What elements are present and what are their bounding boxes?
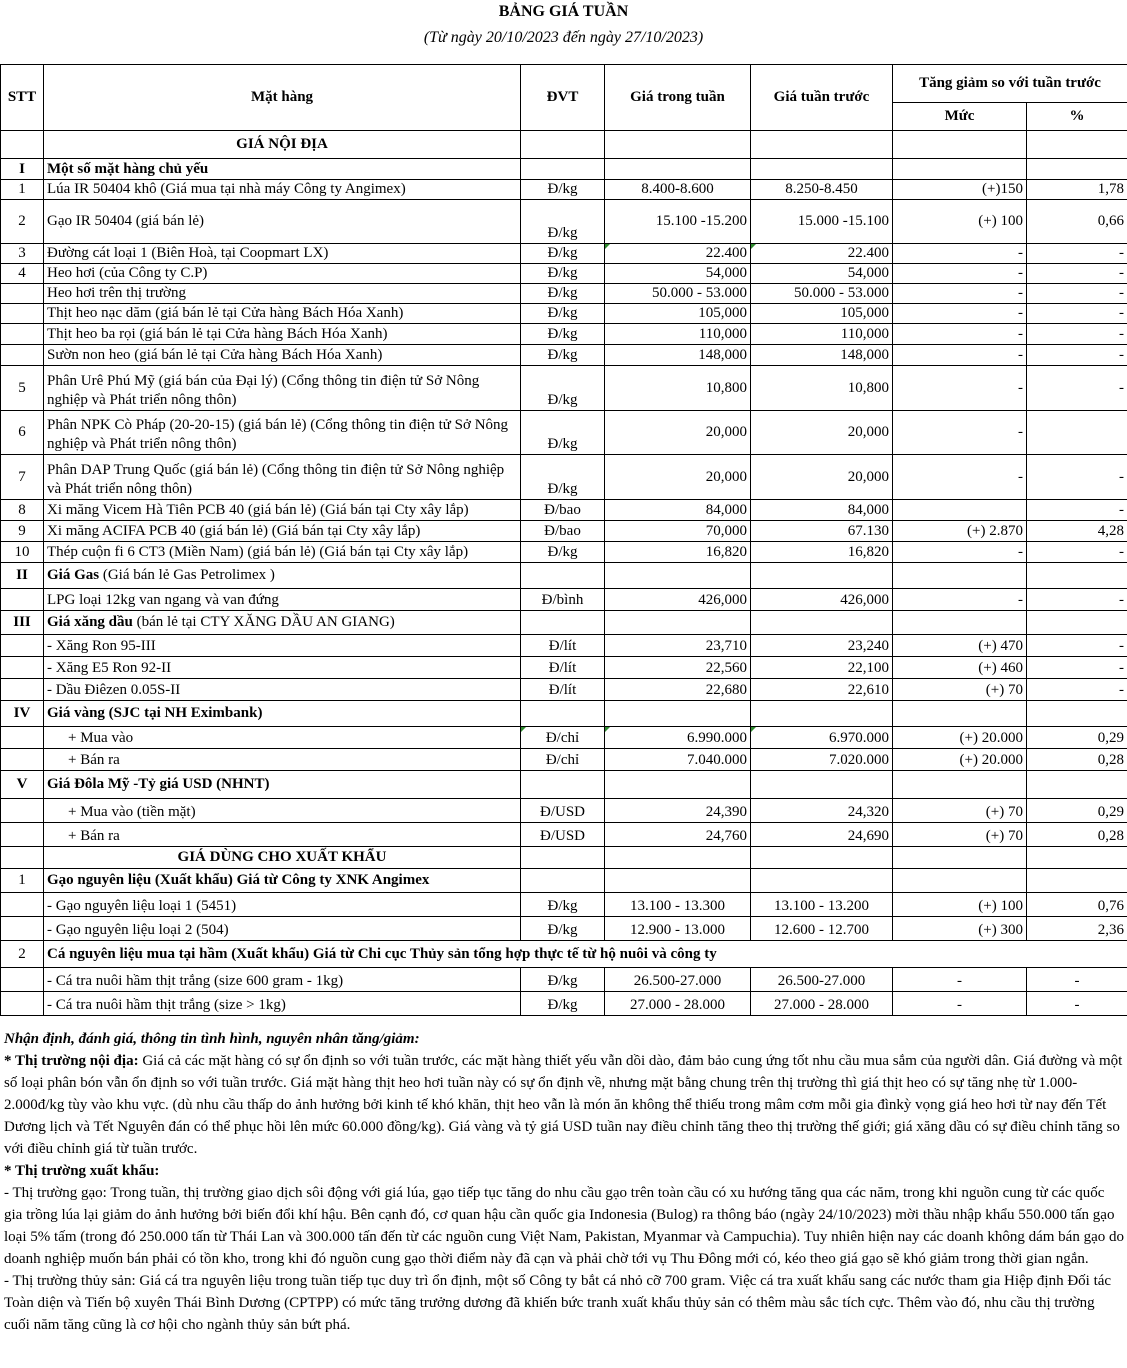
table-cell: - <box>1027 968 1127 992</box>
section-label: Gạo nguyên liệu (Xuất khẩu) Giá từ Công ty XNK Angimex <box>44 869 521 893</box>
table-cell: - <box>893 992 1027 1016</box>
table-cell: III <box>1 611 44 635</box>
notes-heading: Nhận định, đánh giá, thông tin tình hình, nguyên nhân tăng/giảm: <box>4 1031 420 1047</box>
table-cell: 0,29 <box>1027 727 1127 749</box>
col-unit: ĐVT <box>521 65 605 131</box>
table-cell: (+) 70 <box>893 799 1027 823</box>
table-cell: - <box>893 264 1027 284</box>
table-cell: 20,000 <box>605 455 751 500</box>
table-cell: (+) 470 <box>893 635 1027 657</box>
table-cell: 24,390 <box>605 799 751 823</box>
table-cell: 2,36 <box>1027 917 1127 941</box>
table-cell <box>1 917 44 941</box>
table-cell: Đ/kg <box>521 893 605 917</box>
col-item: Mặt hàng <box>44 65 521 131</box>
table-cell: 6.990.000 <box>605 727 751 749</box>
table-cell: 27.000 - 28.000 <box>605 992 751 1016</box>
table-cell <box>751 701 893 727</box>
table-cell: - <box>1027 324 1127 345</box>
table-cell <box>893 771 1027 799</box>
table-row <box>1 542 1127 563</box>
section-row <box>1 771 1127 799</box>
table-cell: Đ/kg <box>521 324 605 345</box>
table-cell: 26.500-27.000 <box>605 968 751 992</box>
table-cell <box>605 847 751 869</box>
table-cell: 6 <box>1 411 44 455</box>
table-cell: 1 <box>1 180 44 200</box>
table-cell <box>751 847 893 869</box>
table-cell: 0,28 <box>1027 823 1127 847</box>
table-cell: 20,000 <box>751 411 893 455</box>
table-cell: - <box>1027 500 1127 521</box>
table-cell <box>521 611 605 635</box>
section-row <box>1 159 1127 180</box>
table-cell: 13.100 - 13.200 <box>751 893 893 917</box>
table-cell: 12.600 - 12.700 <box>751 917 893 941</box>
table-cell <box>893 563 1027 589</box>
table-cell <box>1 727 44 749</box>
table-cell: 70,000 <box>605 521 751 542</box>
table-cell: 15.000 -15.100 <box>751 200 893 244</box>
table-cell <box>1027 869 1127 893</box>
table-cell <box>521 563 605 589</box>
table-cell: - Cá tra nuôi hầm thịt trắng (size > 1kg) <box>44 992 521 1016</box>
table-row <box>1 500 1127 521</box>
table-cell: 1,78 <box>1027 180 1127 200</box>
table-cell <box>1027 611 1127 635</box>
table-cell <box>605 131 751 159</box>
table-cell: (+) 70 <box>893 823 1027 847</box>
table-cell: 0,28 <box>1027 749 1127 771</box>
domestic-market-note: * Thị trường nội địa: Giá cả các mặt hàng có sự ổn định so với tuần trước, các mặt hàng thiết yếu vẫn dồi dào, đảm bảo cung ứng tốt nhu cầu mua sắm của người dân. Giá đường và một số loại phân bón vẫn ổn định so với tuần trước. Giá mặt hàng thịt heo hơi tuần này có sự ổn định về, nhưng mặt bằng chung trên thị trường thì giá thịt heo có sự tăng nhẹ từ 1.000-2.000đ/kg tùy vào khu vực. (dù nhu cầu thấp do ảnh hưởng bởi kinh tế khó khăn, thịt heo vẫn là món ăn không thể thiếu trong mâm cơm mỗi gia đìnkỳ vọng giá heo hơi từ nay đến Tết Dương lịch và Tết Nguyên đán có thể phục hồi lên mức 60.000 đồng/kg). Giá vàng và tỷ giá USD tuần nay điều chỉnh tăng theo thị trường thế giới; giá xăng dầu có sự điều chỉnh tăng so với điều chỉnh giá từ tuần trước. <box>4 1053 1123 1157</box>
table-cell: Thép cuộn fi 6 CT3 (Miền Nam) (giá bán lẻ) (Giá bán tại Cty xây lắp) <box>44 542 521 563</box>
table-cell <box>1 992 44 1016</box>
table-row <box>1 411 1127 455</box>
table-cell <box>1027 159 1127 180</box>
table-cell <box>751 869 893 893</box>
table-cell: - Gạo nguyên liệu loại 1 (5451) <box>44 893 521 917</box>
table-cell: Đ/bình <box>521 589 605 611</box>
table-cell: Đ/kg <box>521 284 605 304</box>
table-cell: 26.500-27.000 <box>751 968 893 992</box>
table-cell <box>751 563 893 589</box>
table-cell: 5 <box>1 366 44 411</box>
table-cell <box>1 131 44 159</box>
table-cell <box>1 893 44 917</box>
table-cell: Heo hơi trên thị trường <box>44 284 521 304</box>
table-cell: 13.100 - 13.300 <box>605 893 751 917</box>
section-label: Cá nguyên liệu mua tại hầm (Xuất khẩu) Giá từ Chi cục Thủy sản tổng hợp thực tế từ hộ nuôi và công ty <box>44 941 1127 968</box>
table-cell <box>751 611 893 635</box>
table-cell: 2 <box>1 200 44 244</box>
table-row <box>1 264 1127 284</box>
table-cell: 10 <box>1 542 44 563</box>
table-row <box>1 200 1127 244</box>
table-cell: 4 <box>1 264 44 284</box>
table-row <box>1 366 1127 411</box>
table-cell: - Gạo nguyên liệu loại 2 (504) <box>44 917 521 941</box>
table-cell <box>1 823 44 847</box>
table-cell <box>1 657 44 679</box>
section-row <box>1 941 1127 968</box>
table-cell: 84,000 <box>605 500 751 521</box>
table-cell <box>1 749 44 771</box>
table-cell: 0,29 <box>1027 799 1127 823</box>
table-row <box>1 727 1127 749</box>
table-cell: Đ/kg <box>521 264 605 284</box>
table-cell: Đ/kg <box>521 366 605 411</box>
table-cell: - <box>1027 679 1127 701</box>
table-cell: - Xăng E5 Ron 92-II <box>44 657 521 679</box>
table-cell: + Mua vào <box>44 727 521 749</box>
table-cell <box>605 771 751 799</box>
table-cell: Đ/lít <box>521 679 605 701</box>
table-cell <box>605 869 751 893</box>
table-cell: - <box>893 542 1027 563</box>
table-row <box>1 917 1127 941</box>
table-cell: 9 <box>1 521 44 542</box>
table-cell: - <box>893 345 1027 366</box>
table-cell: (+) 100 <box>893 200 1027 244</box>
table-cell: + Bán ra <box>44 823 521 847</box>
table-cell <box>521 771 605 799</box>
table-cell: (+) 70 <box>893 679 1027 701</box>
table-cell: + Mua vào (tiền mặt) <box>44 799 521 823</box>
table-cell: 3 <box>1 244 44 264</box>
table-cell: (+) 460 <box>893 657 1027 679</box>
table-cell <box>1 968 44 992</box>
table-cell: + Bán ra <box>44 749 521 771</box>
table-cell: IV <box>1 701 44 727</box>
table-cell: 54,000 <box>605 264 751 284</box>
table-cell <box>893 131 1027 159</box>
table-cell: 22,560 <box>605 657 751 679</box>
table-cell: 2 <box>1 941 44 968</box>
table-row <box>1 521 1127 542</box>
table-cell: Phân DAP Trung Quốc (giá bán lẻ) (Cổng thông tin điện tử Sở Nông nghiệp và Phát triển nông thôn) <box>44 455 521 500</box>
table-cell: - <box>1027 264 1127 284</box>
table-cell <box>605 611 751 635</box>
table-row <box>1 635 1127 657</box>
table-cell <box>1027 701 1127 727</box>
table-cell: - <box>1027 455 1127 500</box>
table-cell: II <box>1 563 44 589</box>
table-row <box>1 244 1127 264</box>
table-cell: Thịt heo nạc dăm (giá bán lẻ tại Cửa hàng Bách Hóa Xanh) <box>44 304 521 324</box>
table-row <box>1 968 1127 992</box>
table-cell: - <box>893 968 1027 992</box>
table-cell <box>893 869 1027 893</box>
table-cell: - <box>1027 542 1127 563</box>
table-cell <box>751 131 893 159</box>
table-cell <box>605 159 751 180</box>
col-stt: STT <box>1 65 44 131</box>
table-cell: 12.900 - 13.000 <box>605 917 751 941</box>
table-cell <box>605 701 751 727</box>
table-cell <box>521 869 605 893</box>
table-cell: I <box>1 159 44 180</box>
report-title: BẢNG GIÁ TUẦN <box>498 3 629 20</box>
table-cell: Đ/USD <box>521 799 605 823</box>
table-row <box>1 304 1127 324</box>
table-cell: 67.130 <box>751 521 893 542</box>
table-cell <box>893 159 1027 180</box>
table-cell: 105,000 <box>605 304 751 324</box>
table-cell: Phân NPK Cò Pháp (20-20-15) (giá bán lẻ) (Cổng thông tin điện tử Sở Nông nghiệp và Phát triển nông thôn) <box>44 411 521 455</box>
table-cell: Đ/kg <box>521 180 605 200</box>
section-label: Giá xăng dầu (bán lẻ tại CTY XĂNG DẦU AN GIANG) <box>44 611 521 635</box>
table-row <box>1 284 1127 304</box>
table-cell: - <box>893 455 1027 500</box>
table-cell: 10,800 <box>605 366 751 411</box>
table-cell: 110,000 <box>605 324 751 345</box>
table-cell: Thịt heo ba rọi (giá bán lẻ tại Cửa hàng Bách Hóa Xanh) <box>44 324 521 345</box>
table-cell: 0,76 <box>1027 893 1127 917</box>
table-cell: Xi măng ACIFA PCB 40 (giá bán lẻ) (Giá bán tại Cty xây lắp) <box>44 521 521 542</box>
table-cell <box>1 679 44 701</box>
table-cell <box>1 799 44 823</box>
table-cell: 426,000 <box>751 589 893 611</box>
table-cell: Đ/kg <box>521 345 605 366</box>
table-cell: 15.100 -15.200 <box>605 200 751 244</box>
table-cell <box>751 771 893 799</box>
table-cell: - <box>893 284 1027 304</box>
table-cell: Đ/USD <box>521 823 605 847</box>
table-cell: Lúa IR 50404 khô (Giá mua tại nhà máy Công ty Angimex) <box>44 180 521 200</box>
table-cell <box>605 563 751 589</box>
table-cell: 110,000 <box>751 324 893 345</box>
table-row <box>1 893 1127 917</box>
table-cell: 22,680 <box>605 679 751 701</box>
table-cell: Đ/kg <box>521 244 605 264</box>
table-cell: 1 <box>1 869 44 893</box>
table-cell: (+) 20.000 <box>893 727 1027 749</box>
table-cell: - <box>1027 304 1127 324</box>
table-row <box>1 749 1127 771</box>
table-cell: Đ/kg <box>521 200 605 244</box>
domestic-heading: GIÁ NỘI ĐỊA <box>44 131 521 159</box>
table-cell: - <box>1027 284 1127 304</box>
table-cell <box>1027 847 1127 869</box>
table-cell: 23,710 <box>605 635 751 657</box>
table-cell <box>893 701 1027 727</box>
table-row <box>1 799 1127 823</box>
col-change: Tăng giảm so với tuần trước <box>893 65 1127 103</box>
table-cell: 54,000 <box>751 264 893 284</box>
col-last-week: Giá tuần trước <box>751 65 893 131</box>
export-market-heading: * Thị trường xuất khẩu: <box>4 1163 160 1179</box>
table-cell: 24,760 <box>605 823 751 847</box>
table-cell: - <box>1027 635 1127 657</box>
table-cell <box>1 635 44 657</box>
table-cell: Phân Urê Phú Mỹ (giá bán của Đại lý) (Cổng thông tin điện tử Sở Nông nghiệp và Phát triển nông thôn) <box>44 366 521 411</box>
table-cell: Đ/lít <box>521 657 605 679</box>
export-heading: GIÁ DÙNG CHO XUẤT KHẨU <box>44 847 521 869</box>
table-cell: - <box>1027 589 1127 611</box>
table-cell: 8 <box>1 500 44 521</box>
table-cell: - <box>893 324 1027 345</box>
table-cell: Đ/kg <box>521 968 605 992</box>
table-row <box>1 823 1127 847</box>
section-export <box>1 847 1127 869</box>
table-cell: - <box>1027 366 1127 411</box>
table-cell: (+) 20.000 <box>893 749 1027 771</box>
table-cell: 4,28 <box>1027 521 1127 542</box>
table-cell: 7.040.000 <box>605 749 751 771</box>
table-cell <box>893 847 1027 869</box>
table-cell: 7 <box>1 455 44 500</box>
section-label: Một số mặt hàng chủ yếu <box>44 159 521 180</box>
table-cell <box>1027 411 1127 455</box>
table-cell: 6.970.000 <box>751 727 893 749</box>
header-row <box>1 65 1127 103</box>
section-label: Giá vàng (SJC tại NH Eximbank) <box>44 701 521 727</box>
table-cell: Đ/kg <box>521 455 605 500</box>
table-cell: Đ/kg <box>521 917 605 941</box>
table-cell: LPG loại 12kg van ngang và van đứng <box>44 589 521 611</box>
table-cell: - Dầu Điêzen 0.05S-II <box>44 679 521 701</box>
section-domestic <box>1 131 1127 159</box>
col-this-week: Giá trong tuần <box>605 65 751 131</box>
table-cell: - <box>893 366 1027 411</box>
section-row <box>1 869 1127 893</box>
table-cell: - Xăng Ron 95-III <box>44 635 521 657</box>
table-cell <box>1027 131 1127 159</box>
table-cell <box>1 284 44 304</box>
table-row <box>1 589 1127 611</box>
table-cell: 20,000 <box>751 455 893 500</box>
table-cell: 22.400 <box>605 244 751 264</box>
table-cell: 50.000 - 53.000 <box>751 284 893 304</box>
table-cell <box>1 847 44 869</box>
table-row <box>1 345 1127 366</box>
table-cell: 22,100 <box>751 657 893 679</box>
table-cell <box>1 304 44 324</box>
table-cell: 105,000 <box>751 304 893 324</box>
table-cell: 8.250-8.450 <box>751 180 893 200</box>
table-cell: 148,000 <box>605 345 751 366</box>
section-row <box>1 563 1127 589</box>
table-cell: 22,610 <box>751 679 893 701</box>
section-row <box>1 611 1127 635</box>
rice-market-note: - Thị trường gạo: Trong tuần, thị trường giao dịch sôi động với giá lúa, gạo tiếp tục tăng do nhu cầu gạo trên toàn cầu có xu hướng tăng qua các năm, trong khi nguồn cung từ các quốc gia trồng lúa lại giảm do ảnh hưởng bởi biến đổi khí hậu. Bên cạnh đó, cơ quan hậu cần quốc gia Indonesia (Bulog) ra thông báo (ngày 24/10/2023) mời thầu nhập khẩu 550.000 tấn gạo loại 5% tấm (trong đó 250.000 tấn từ Thái Lan và 300.000 tấn đến từ các nguồn cung Việt Nam, Pakistan, Myanmar và Campuchia). Tuy nhiên hiện nay các doanh không dám bán gạo do doanh nghiệp muốn bán phải có tồn kho, trong khi đó nguồn cung gạo thời điểm này đã cạn và phải chờ tới vụ Thu Đông mới có, kéo theo giá gạo sẽ khó giảm trong thời gian ngắn. <box>4 1185 1124 1267</box>
table-cell: Đ/kg <box>521 304 605 324</box>
table-cell: - <box>1027 345 1127 366</box>
table-cell <box>521 159 605 180</box>
report-subtitle: (Từ ngày 20/10/2023 đến ngày 27/10/2023) <box>423 29 704 46</box>
table-cell: - <box>1027 657 1127 679</box>
table-cell: Đ/chỉ <box>521 727 605 749</box>
table-cell: 10,800 <box>751 366 893 411</box>
analysis-notes <box>4 1028 1124 1336</box>
table-cell: - <box>1027 244 1127 264</box>
section-label: Giá Gas (Giá bán lẻ Gas Petrolimex ) <box>44 563 521 589</box>
table-cell <box>893 500 1027 521</box>
table-cell: Sườn non heo (giá bán lẻ tại Cửa hàng Bách Hóa Xanh) <box>44 345 521 366</box>
table-cell: - <box>893 244 1027 264</box>
table-cell: - Cá tra nuôi hầm thịt trắng (size 600 gram - 1kg) <box>44 968 521 992</box>
table-cell: 7.020.000 <box>751 749 893 771</box>
table-row <box>1 992 1127 1016</box>
table-cell: 20,000 <box>605 411 751 455</box>
table-cell <box>1 324 44 345</box>
table-cell <box>1027 563 1127 589</box>
table-cell <box>521 847 605 869</box>
table-cell <box>751 159 893 180</box>
table-cell: - <box>893 411 1027 455</box>
table-cell <box>521 701 605 727</box>
section-label: Giá Đôla Mỹ -Tỷ giá USD (NHNT) <box>44 771 521 799</box>
table-row <box>1 657 1127 679</box>
table-row <box>1 455 1127 500</box>
table-cell: Heo hơi (của Công ty C.P) <box>44 264 521 284</box>
table-row <box>1 180 1127 200</box>
table-cell <box>1 345 44 366</box>
table-cell: 16,820 <box>605 542 751 563</box>
table-cell: Đ/bao <box>521 500 605 521</box>
table-cell: Xi măng Vicem Hà Tiên PCB 40 (giá bán lẻ) (Giá bán tại Cty xây lắp) <box>44 500 521 521</box>
table-cell: 24,690 <box>751 823 893 847</box>
table-cell: 426,000 <box>605 589 751 611</box>
table-cell: 16,820 <box>751 542 893 563</box>
table-cell: 50.000 - 53.000 <box>605 284 751 304</box>
table-cell: Đ/kg <box>521 542 605 563</box>
table-cell: Đường cát loại 1 (Biên Hoà, tại Coopmart LX) <box>44 244 521 264</box>
table-cell: (+) 2.870 <box>893 521 1027 542</box>
table-cell <box>1027 771 1127 799</box>
col-percent: % <box>1027 103 1127 131</box>
table-row <box>1 324 1127 345</box>
table-cell: 22.400 <box>751 244 893 264</box>
table-cell: Gạo IR 50404 (giá bán lẻ) <box>44 200 521 244</box>
section-row <box>1 701 1127 727</box>
fishery-market-note: - Thị trường thủy sản: Giá cá tra nguyên liệu trong tuần tiếp tục duy trì ổn định, một số Công ty bắt cá nhỏ cỡ 700 gram. Việc cá tra xuất khẩu sang các nước tham gia Hiệp định Đối tác Toàn diện và Tiến bộ xuyên Thái Bình Dương (CPTPP) có mức tăng trưởng dương đã khiến bức tranh xuất khẩu thủy sản có thêm màu sắc tích cực. Thêm vào đó, nhu cầu thị trường cuối năm tăng cũng là cơ hội cho ngành thủy sản bứt phá. <box>4 1273 1112 1333</box>
table-cell: (+) 300 <box>893 917 1027 941</box>
col-level: Mức <box>893 103 1027 131</box>
table-cell: 84,000 <box>751 500 893 521</box>
table-cell: - <box>893 589 1027 611</box>
table-cell: (+)150 <box>893 180 1027 200</box>
table-cell: Đ/kg <box>521 992 605 1016</box>
table-cell: 148,000 <box>751 345 893 366</box>
table-cell: Đ/chỉ <box>521 749 605 771</box>
table-row <box>1 679 1127 701</box>
table-cell: V <box>1 771 44 799</box>
table-cell <box>893 611 1027 635</box>
price-table <box>0 64 1127 1016</box>
table-cell: - <box>1027 992 1127 1016</box>
table-cell: Đ/kg <box>521 411 605 455</box>
table-cell <box>1 589 44 611</box>
table-cell: - <box>893 304 1027 324</box>
table-cell: (+) 100 <box>893 893 1027 917</box>
table-cell: 0,66 <box>1027 200 1127 244</box>
table-cell <box>521 131 605 159</box>
table-cell: 27.000 - 28.000 <box>751 992 893 1016</box>
table-cell: 23,240 <box>751 635 893 657</box>
table-cell: Đ/bao <box>521 521 605 542</box>
table-cell: 24,320 <box>751 799 893 823</box>
table-cell: 8.400-8.600 <box>605 180 751 200</box>
table-cell: Đ/lít <box>521 635 605 657</box>
